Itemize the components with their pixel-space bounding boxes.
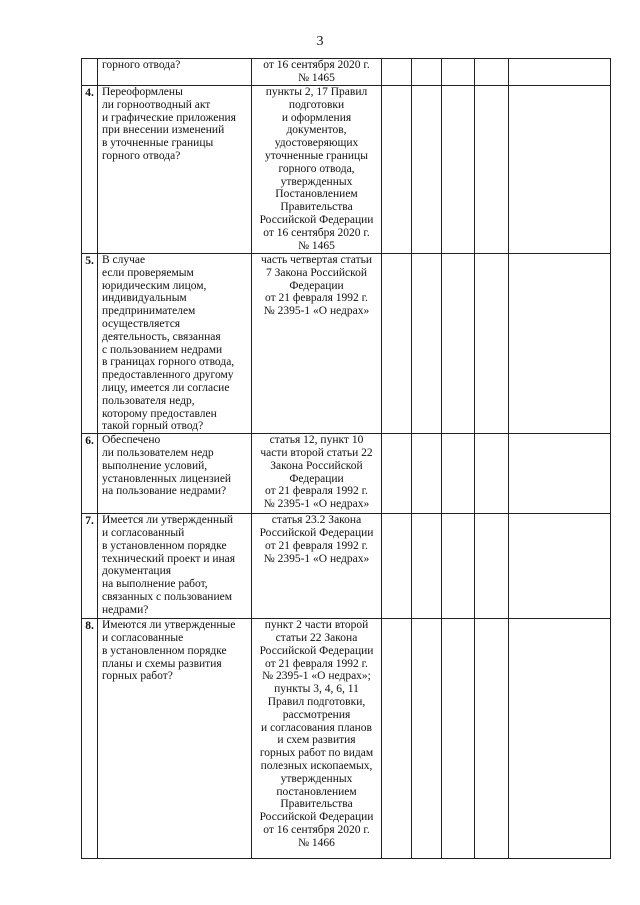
legal-basis: часть четвертая статьи 7 Закона Российской Федерации от 21 февраля 1992 г. № 2395-1 «О недрах» [252,254,382,434]
answer-cell-no[interactable] [412,59,442,86]
answer-cell-no[interactable] [412,434,442,514]
legal-basis: пункты 2, 17 Правил подготовки и оформления документов, удостоверяющих уточненные границы горного отвода, утвержденных Постановлением Правительства Российской Федерации от 16 сентября 2020 г. № 1465 [252,86,382,254]
requirement-question: горного отвода? [98,59,252,86]
answer-cell-no[interactable] [412,619,442,859]
checklist-table [81,58,611,859]
notes-cell[interactable] [509,619,611,859]
legal-basis: статья 23.2 Закона Российской Федерации от 21 февраля 1992 г. № 2395-1 «О недрах» [252,514,382,619]
table-row [82,434,611,514]
requirement-question: Обеспечено ли пользователем недр выполнение условий, установленных лицензией на пользование недрами? [98,434,252,514]
answer-cell-extra[interactable] [475,514,509,619]
row-number: 8. [82,619,98,859]
answer-cell-extra[interactable] [475,86,509,254]
answer-cell-extra[interactable] [475,619,509,859]
notes-cell[interactable] [509,59,611,86]
requirement-question: Имеется ли утвержденный и согласованный в установленном порядке технический проект и иная документация на выполнение работ, связанных с пользованием недрами? [98,514,252,619]
table-row [82,59,611,86]
table-row [82,514,611,619]
legal-basis: пункт 2 части второй статьи 22 Закона Российской Федерации от 21 февраля 1992 г. № 2395-1 «О недрах»; пункты 3, 4, 6, 11 Правил подготовки, рассмотрения и согласования планов и схем развития горных работ по видам полезных ископаемых, утвержденных постановлением Правительства Российской Федерации от 16 сентября 2020 г. № 1466 [252,619,382,859]
answer-cell-yes[interactable] [382,434,412,514]
notes-cell[interactable] [509,254,611,434]
requirement-question: В случае если проверяемым юридическим лицом, индивидуальным предпринимателем осуществляется деятельность, связанная с пользованием недрами в границах горного отвода, предоставленного другому лицу, имеется ли согласие пользователя недр, которому предоставлен такой горный отвод? [98,254,252,434]
answer-cell-not-applicable[interactable] [442,434,475,514]
answer-cell-not-applicable[interactable] [442,254,475,434]
notes-cell[interactable] [509,514,611,619]
answer-cell-not-applicable[interactable] [442,59,475,86]
page-number: 3 [316,34,324,49]
answer-cell-not-applicable[interactable] [442,514,475,619]
answer-cell-not-applicable[interactable] [442,86,475,254]
answer-cell-extra[interactable] [475,59,509,86]
answer-cell-no[interactable] [412,514,442,619]
requirement-question: Переоформлены ли горноотводный акт и графические приложения при внесении изменений в уточненные границы горного отвода? [98,86,252,254]
legal-basis: от 16 сентября 2020 г. № 1465 [252,59,382,86]
notes-cell[interactable] [509,434,611,514]
answer-cell-no[interactable] [412,254,442,434]
answer-cell-extra[interactable] [475,254,509,434]
answer-cell-not-applicable[interactable] [442,619,475,859]
row-number [82,59,98,86]
answer-cell-extra[interactable] [475,434,509,514]
answer-cell-yes[interactable] [382,514,412,619]
row-number: 6. [82,434,98,514]
notes-cell[interactable] [509,86,611,254]
legal-basis: статья 12, пункт 10 части второй статьи 22 Закона Российской Федерации от 21 февраля 1992 г. № 2395-1 «О недрах» [252,434,382,514]
row-number: 4. [82,86,98,254]
answer-cell-yes[interactable] [382,619,412,859]
answer-cell-yes[interactable] [382,59,412,86]
answer-cell-yes[interactable] [382,86,412,254]
answer-cell-yes[interactable] [382,254,412,434]
row-number: 7. [82,514,98,619]
row-number: 5. [82,254,98,434]
table-row [82,86,611,254]
requirement-question: Имеются ли утвержденные и согласованные в установленном порядке планы и схемы развития горных работ? [98,619,252,859]
table-row [82,619,611,859]
answer-cell-no[interactable] [412,86,442,254]
table-row [82,254,611,434]
